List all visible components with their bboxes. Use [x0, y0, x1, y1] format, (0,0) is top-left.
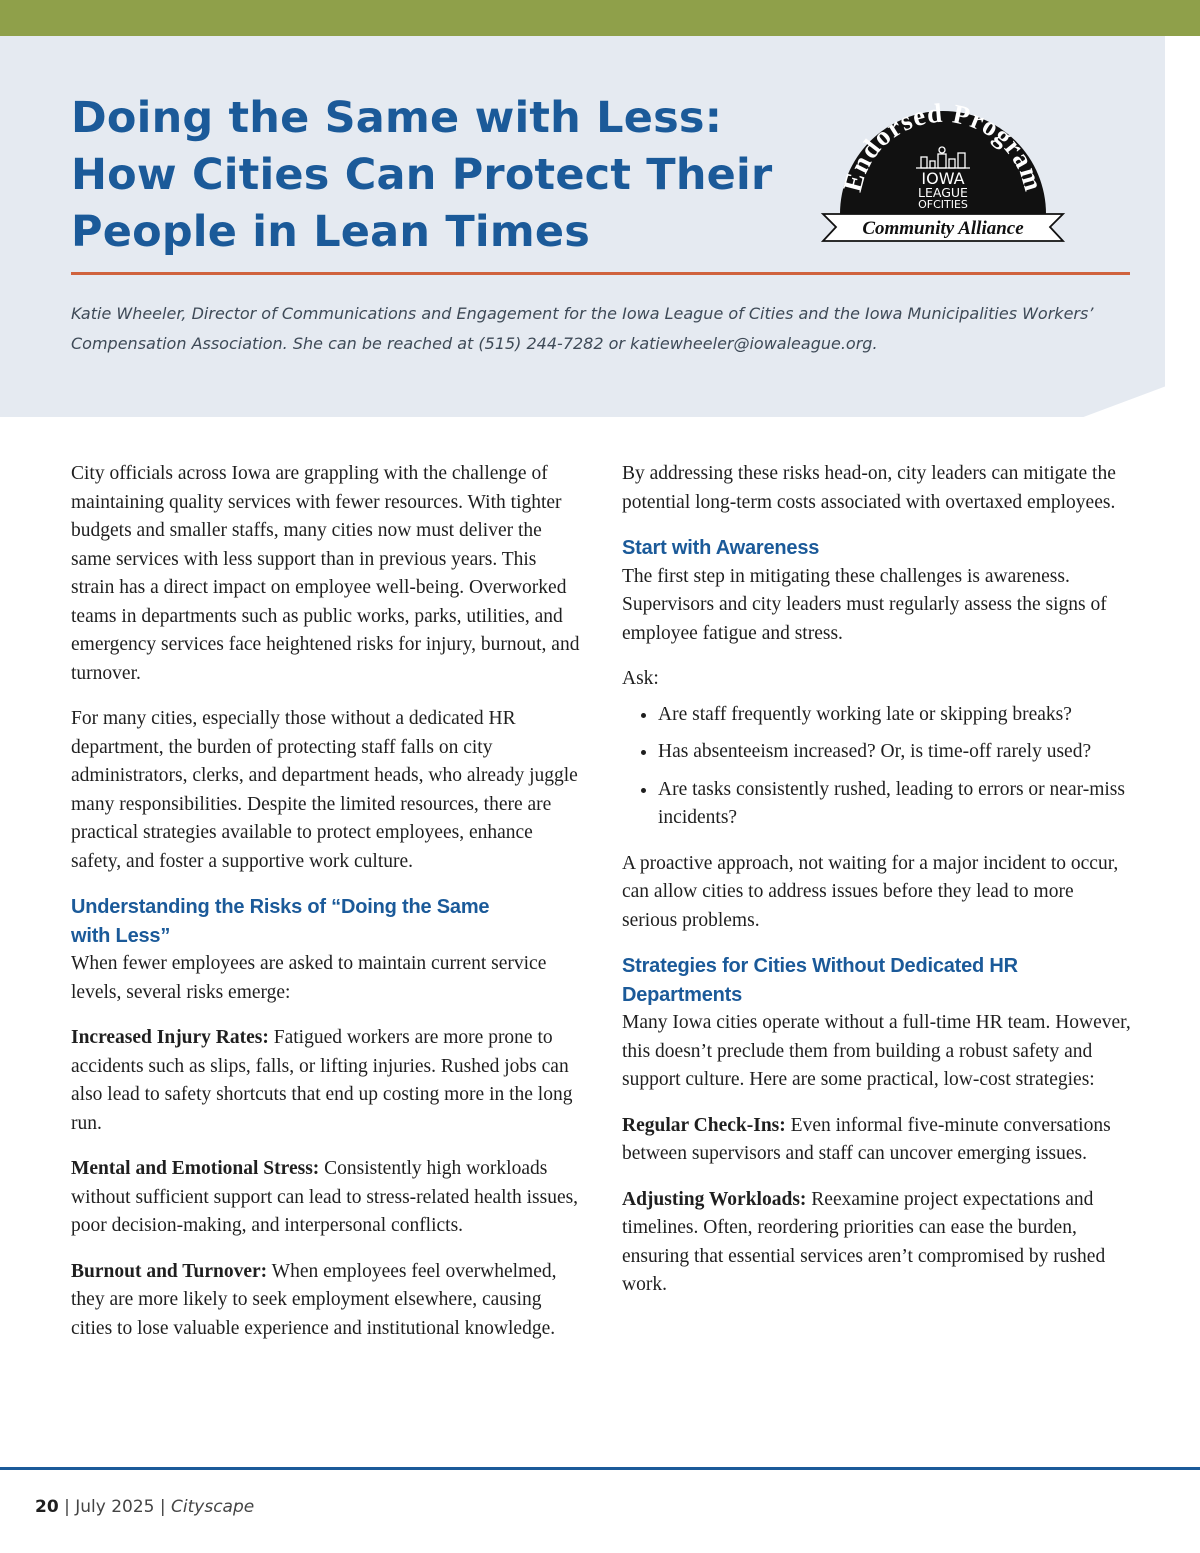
- intro-paragraph-1: City officials across Iowa are grappling with the challenge of maintaining quality services with fewer resources. With tighter budgets and smaller staffs, many cities now must deliver the same services with less support than in previous years. This strain has a direct impact on employee well-being. Overworked teams in departments such as public works, parks, utilities, and emergency services face heightened risks for injury, burnout, and turnover.: [71, 463, 580, 684]
- heading-strategies-line-2: Departments: [622, 983, 743, 1006]
- publication-name: Cityscape: [171, 1497, 255, 1517]
- risk-injury-rates: [71, 1024, 581, 1138]
- risks-intro: When fewer employees are asked to maintain current service levels, several risks emerge:: [71, 953, 547, 1003]
- heading-start-awareness: Start with Awareness: [622, 537, 820, 559]
- risk-mental-stress: [71, 1155, 581, 1241]
- title-line-1: Doing the Same with Less:: [71, 93, 723, 143]
- heading-strategies: [622, 952, 1132, 1009]
- logo-org-league: LEAGUE: [918, 185, 968, 200]
- awareness-paragraph: The first step in mitigating these challenges is awareness. Supervisors and city leaders must regularly assess the signs of employee fatigue and stress.: [622, 565, 1107, 644]
- strategy-workloads: [622, 1186, 1132, 1300]
- issue-date: July 2025: [75, 1497, 155, 1517]
- page-footer: [35, 1497, 254, 1517]
- intro-paragraph-2: For many cities, especially those without a dedicated HR department, the burden of protecting staff falls on city administrators, clerks, and department heads, who already juggle many responsibilities. Despite the limited resources, there are practical strategies available to protect employees, enhance safety, and foster a supportive work culture.: [71, 708, 578, 872]
- ask-label: Ask:: [622, 668, 659, 689]
- logo-banner-text: Community Alliance: [862, 218, 1024, 239]
- heading-risks-line-2: with Less”: [71, 924, 171, 947]
- question-list: [622, 701, 1132, 833]
- article-title: [71, 90, 791, 261]
- list-item: • Are tasks consistently rushed, leading to errors or near-miss incidents?: [658, 776, 1132, 833]
- risk-stress-text: Consistently high workloads without sufficient support can lead to stress-related health issues, poor decision-making, and interpersonal conflicts.: [71, 1158, 579, 1236]
- risk-stress-label: Mental and Emotional Stress:: [71, 1158, 320, 1179]
- page-number: 20: [35, 1497, 59, 1517]
- risk-burnout-label: Burnout and Turnover:: [71, 1260, 268, 1282]
- logo-org-iowa: IOWA: [921, 169, 965, 188]
- list-item: • Are staff frequently working late or skipping breaks?: [658, 701, 1132, 730]
- risk-injury-label: Increased Injury Rates:: [71, 1027, 269, 1048]
- mitigate-paragraph: By addressing these risks head-on, city leaders can mitigate the potential long-term costs associated with overtaxed employees.: [622, 463, 1116, 513]
- heading-understanding-risks: [71, 893, 581, 950]
- strategy-workloads-text: Reexamine project expectations and timelines. Often, reordering priorities can ease the burden, ensuring that essential services aren’t compromised by rushed work.: [622, 1188, 1106, 1295]
- strategies-intro: Many Iowa cities operate without a full-time HR team. However, this doesn’t preclude them from building a robust safety and support culture. Here are some practical, low-cost strategies:: [622, 1012, 1131, 1090]
- title-line-3: People in Lean Times: [71, 207, 590, 257]
- risk-burnout: [71, 1258, 581, 1344]
- list-item: • Has absenteeism increased? Or, is time-off rarely used?: [658, 738, 1132, 767]
- heading-risks-line-1: Understanding the Risks of “Doing the Same: [71, 896, 490, 918]
- strategy-check-ins: [622, 1112, 1132, 1169]
- logo-org-cities: OFCITIES: [918, 198, 968, 211]
- heading-strategies-line-1: Strategies for Cities Without Dedicated HR: [622, 955, 1018, 977]
- right-column: [622, 460, 1132, 1317]
- author-byline: Katie Wheeler, Director of Communications and Engagement for the Iowa League of Cities and the Iowa Municipalities Workers’ Compensation Association. She can be reached at (515) 244-7282 or katiewheeler@iowaleague.org.: [71, 304, 1094, 353]
- strategy-check-ins-label: Regular Check-Ins:: [622, 1114, 786, 1136]
- risk-injury-text: Fatigued workers are more prone to accidents such as slips, falls, or lifting injuries. Rushed jobs can also lead to safety shortcuts that end up costing more in the long run.: [71, 1027, 573, 1134]
- logo-arc-text: Endorsed Program: [837, 100, 1050, 195]
- proactive-paragraph: A proactive approach, not waiting for a major incident to occur, can allow cities to address issues before they lead to more serious problems.: [622, 852, 1119, 931]
- footer-divider: [0, 1467, 1200, 1470]
- left-column: [71, 460, 581, 1360]
- footer-separator: |: [64, 1497, 70, 1517]
- strategy-workloads-label: Adjusting Workloads:: [622, 1188, 807, 1210]
- top-color-bar: [0, 0, 1200, 36]
- footer-separator: |: [159, 1497, 166, 1517]
- risk-burnout-text: When employees feel overwhelmed, they are more likely to seek employment elsewhere, causing cities to lose valuable experience and institutional knowledge.: [71, 1260, 557, 1339]
- title-line-2: How Cities Can Protect Their: [71, 150, 773, 200]
- strategy-check-ins-text: Even informal five-minute conversations between supervisors and staff can uncover emerging issues.: [622, 1114, 1111, 1164]
- title-divider: [71, 272, 1130, 275]
- endorsed-program-logo: [818, 100, 1068, 250]
